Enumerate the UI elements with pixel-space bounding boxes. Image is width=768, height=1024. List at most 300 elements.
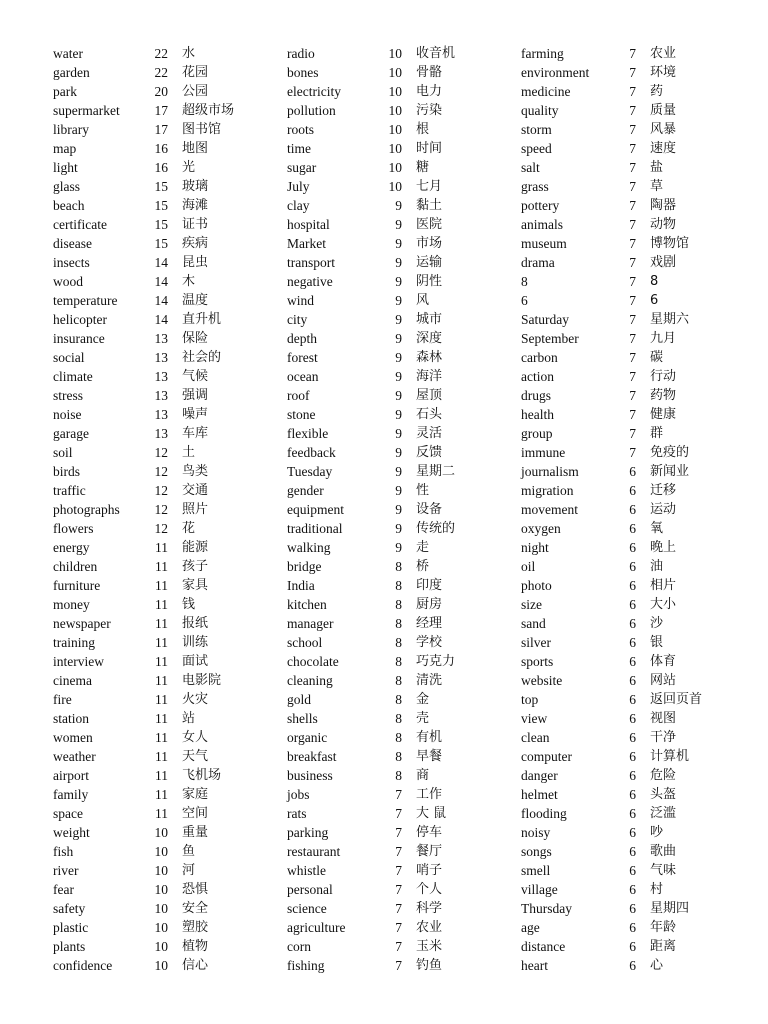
frequency-count: 7 — [629, 331, 636, 346]
english-word: family — [53, 787, 89, 802]
word-row — [287, 44, 522, 63]
word-row — [287, 291, 522, 310]
english-word: 8 — [521, 274, 528, 289]
word-row — [287, 671, 522, 690]
word-row — [521, 918, 756, 937]
frequency-count: 7 — [629, 350, 636, 365]
chinese-translation: 飞机场 — [182, 768, 222, 783]
frequency-count: 6 — [629, 958, 636, 973]
english-word: view — [521, 711, 548, 726]
word-row — [287, 519, 522, 538]
word-row — [521, 861, 756, 880]
english-word: medicine — [521, 84, 571, 99]
english-word: speed — [521, 141, 552, 156]
frequency-count: 11 — [155, 692, 168, 707]
frequency-count: 9 — [395, 426, 402, 441]
chinese-translation: 阴性 — [416, 274, 443, 289]
word-row — [287, 310, 522, 329]
chinese-translation: 行动 — [650, 369, 677, 384]
frequency-count: 9 — [395, 331, 402, 346]
chinese-translation: 土 — [182, 445, 196, 460]
chinese-translation: 大小 — [650, 597, 677, 612]
frequency-count: 11 — [155, 635, 168, 650]
word-row — [521, 405, 756, 424]
frequency-count: 11 — [155, 806, 168, 821]
chinese-translation: 歌曲 — [650, 844, 677, 859]
english-word: kitchen — [287, 597, 327, 612]
english-word: library — [53, 122, 89, 137]
english-word: noisy — [521, 825, 551, 840]
english-word: energy — [53, 540, 90, 555]
frequency-count: 6 — [629, 521, 636, 536]
word-row — [53, 766, 288, 785]
chinese-translation: 壳 — [416, 711, 430, 726]
english-word: Saturday — [521, 312, 569, 327]
frequency-count: 9 — [395, 521, 402, 536]
english-word: clean — [521, 730, 550, 745]
english-word: light — [53, 160, 78, 175]
frequency-count: 9 — [395, 293, 402, 308]
chinese-translation: 银 — [650, 635, 664, 650]
chinese-translation: 氧 — [650, 521, 664, 536]
english-word: science — [287, 901, 327, 916]
english-word: oil — [521, 559, 536, 574]
word-row — [53, 177, 288, 196]
frequency-count: 15 — [154, 179, 168, 194]
frequency-count: 8 — [395, 749, 402, 764]
frequency-count: 8 — [395, 597, 402, 612]
word-row — [287, 576, 522, 595]
english-word: computer — [521, 749, 572, 764]
english-word: negative — [287, 274, 333, 289]
chinese-translation: 森林 — [416, 350, 443, 365]
word-row — [53, 424, 288, 443]
chinese-translation: 社会的 — [182, 350, 222, 365]
word-row — [53, 443, 288, 462]
chinese-translation: 计算机 — [650, 749, 690, 764]
english-word: insects — [53, 255, 90, 270]
frequency-count: 7 — [395, 901, 402, 916]
chinese-translation: 气味 — [650, 863, 677, 878]
word-row — [521, 310, 756, 329]
frequency-count: 6 — [629, 616, 636, 631]
word-row — [521, 880, 756, 899]
chinese-translation: 免疫的 — [650, 445, 690, 460]
frequency-count: 11 — [155, 578, 168, 593]
chinese-translation: 新闻业 — [650, 464, 690, 479]
word-row — [53, 557, 288, 576]
frequency-count: 7 — [629, 84, 636, 99]
word-row — [521, 272, 756, 291]
chinese-translation: 工作 — [416, 787, 443, 802]
word-row — [53, 728, 288, 747]
english-word: group — [521, 426, 553, 441]
chinese-translation: 城市 — [416, 312, 443, 327]
word-row — [287, 462, 522, 481]
word-row — [287, 196, 522, 215]
chinese-translation: 家具 — [182, 578, 209, 593]
word-row — [287, 918, 522, 937]
chinese-translation: 环境 — [650, 65, 677, 80]
frequency-count: 16 — [154, 141, 168, 156]
frequency-count: 6 — [629, 464, 636, 479]
chinese-translation: 巧克力 — [416, 654, 456, 669]
chinese-translation: 公园 — [182, 84, 209, 99]
word-row — [521, 500, 756, 519]
chinese-translation: 速度 — [650, 141, 677, 156]
chinese-translation: 晚上 — [650, 540, 677, 555]
english-word: confidence — [53, 958, 113, 973]
frequency-count: 10 — [388, 84, 402, 99]
english-word: safety — [53, 901, 86, 916]
frequency-count: 11 — [155, 540, 168, 555]
english-word: drama — [521, 255, 555, 270]
chinese-translation: 保险 — [182, 331, 209, 346]
chinese-translation: 吵 — [650, 825, 664, 840]
frequency-count: 12 — [154, 445, 168, 460]
frequency-count: 8 — [395, 616, 402, 631]
chinese-translation: 返回页首 — [650, 692, 703, 707]
chinese-translation: 恐惧 — [182, 882, 209, 897]
english-word: garden — [53, 65, 90, 80]
word-row — [53, 500, 288, 519]
frequency-count: 10 — [154, 825, 168, 840]
english-word: plants — [53, 939, 86, 954]
word-row — [521, 139, 756, 158]
english-word: breakfast — [287, 749, 337, 764]
english-word: sports — [521, 654, 554, 669]
chinese-translation: 屋顶 — [416, 388, 443, 403]
frequency-count: 13 — [154, 331, 168, 346]
word-row — [53, 937, 288, 956]
frequency-count: 16 — [154, 160, 168, 175]
chinese-translation: 药 — [650, 84, 664, 99]
frequency-count: 8 — [395, 673, 402, 688]
chinese-translation: 根 — [416, 122, 430, 137]
chinese-translation: 村 — [650, 882, 664, 897]
english-word: business — [287, 768, 333, 783]
chinese-translation: 健康 — [650, 407, 677, 422]
chinese-translation: 距离 — [650, 939, 677, 954]
word-column-3 — [521, 44, 756, 975]
chinese-translation: 电力 — [416, 84, 443, 99]
frequency-count: 17 — [154, 103, 168, 118]
english-word: plastic — [53, 920, 89, 935]
word-row — [53, 63, 288, 82]
english-word: cleaning — [287, 673, 333, 688]
word-row — [53, 595, 288, 614]
chinese-translation: 大 鼠 — [416, 806, 447, 821]
word-row — [287, 842, 522, 861]
chinese-translation: 泛滥 — [650, 806, 677, 821]
frequency-count: 8 — [395, 559, 402, 574]
chinese-translation: 个人 — [416, 882, 443, 897]
frequency-count: 7 — [395, 939, 402, 954]
chinese-translation: 深度 — [416, 331, 443, 346]
word-row — [287, 709, 522, 728]
word-row — [287, 500, 522, 519]
word-row — [521, 329, 756, 348]
english-word: roots — [287, 122, 314, 137]
english-word: jobs — [287, 787, 310, 802]
english-word: women — [53, 730, 93, 745]
frequency-count: 7 — [395, 825, 402, 840]
english-word: time — [287, 141, 311, 156]
frequency-count: 6 — [629, 901, 636, 916]
english-word: pollution — [287, 103, 336, 118]
chinese-translation: 骨骼 — [416, 65, 443, 80]
english-word: birds — [53, 464, 80, 479]
word-row — [287, 329, 522, 348]
english-word: organic — [287, 730, 328, 745]
frequency-count: 15 — [154, 217, 168, 232]
word-row — [521, 82, 756, 101]
frequency-count: 8 — [395, 635, 402, 650]
chinese-translation: 直升机 — [182, 312, 222, 327]
english-word: whistle — [287, 863, 326, 878]
english-word: environment — [521, 65, 590, 80]
frequency-count: 9 — [395, 388, 402, 403]
chinese-translation: 海滩 — [182, 198, 209, 213]
chinese-translation: 运输 — [416, 255, 443, 270]
frequency-count: 7 — [629, 236, 636, 251]
word-row — [521, 481, 756, 500]
chinese-translation: 科学 — [416, 901, 443, 916]
word-row — [53, 291, 288, 310]
frequency-count: 6 — [629, 825, 636, 840]
frequency-count: 6 — [629, 749, 636, 764]
english-word: city — [287, 312, 308, 327]
chinese-translation: 花园 — [182, 65, 209, 80]
frequency-count: 8 — [395, 578, 402, 593]
chinese-translation: 电影院 — [182, 673, 222, 688]
english-word: furniture — [53, 578, 101, 593]
chinese-translation: 塑胶 — [182, 920, 209, 935]
english-word: climate — [53, 369, 93, 384]
chinese-translation: 风 — [416, 293, 430, 308]
chinese-translation: 药物 — [650, 388, 677, 403]
chinese-translation: 钓鱼 — [416, 958, 443, 973]
chinese-translation: 早餐 — [416, 749, 443, 764]
word-row — [287, 652, 522, 671]
frequency-count: 7 — [629, 46, 636, 61]
english-word: feedback — [287, 445, 336, 460]
frequency-count: 10 — [388, 46, 402, 61]
word-row — [521, 842, 756, 861]
chinese-translation: 停车 — [416, 825, 443, 840]
word-row — [287, 253, 522, 272]
english-word: map — [53, 141, 77, 156]
chinese-translation: 动物 — [650, 217, 677, 232]
chinese-translation: 天气 — [182, 749, 209, 764]
word-row — [287, 538, 522, 557]
frequency-count: 10 — [388, 141, 402, 156]
word-row — [287, 215, 522, 234]
chinese-translation: 迁移 — [650, 483, 677, 498]
word-row — [53, 633, 288, 652]
chinese-translation: 女人 — [182, 730, 209, 745]
english-word: action — [521, 369, 554, 384]
word-row — [287, 728, 522, 747]
english-word: July — [287, 179, 310, 194]
frequency-count: 6 — [629, 730, 636, 745]
frequency-count: 9 — [395, 217, 402, 232]
frequency-count: 11 — [155, 749, 168, 764]
frequency-count: 10 — [388, 122, 402, 137]
word-row — [521, 196, 756, 215]
english-word: journalism — [521, 464, 579, 479]
english-word: health — [521, 407, 554, 422]
word-row — [53, 861, 288, 880]
chinese-translation: 厨房 — [416, 597, 443, 612]
english-word: photographs — [53, 502, 120, 517]
word-row — [53, 120, 288, 139]
word-row — [53, 481, 288, 500]
english-word: certificate — [53, 217, 107, 232]
frequency-count: 6 — [629, 635, 636, 650]
english-word: Tuesday — [287, 464, 333, 479]
word-row — [287, 82, 522, 101]
chinese-translation: 光 — [182, 160, 196, 175]
english-word: movement — [521, 502, 578, 517]
english-word: insurance — [53, 331, 105, 346]
english-word: fishing — [287, 958, 325, 973]
english-word: farming — [521, 46, 564, 61]
chinese-translation: 桥 — [416, 559, 430, 574]
english-word: helmet — [521, 787, 558, 802]
word-row — [53, 690, 288, 709]
chinese-translation: 风暴 — [650, 122, 677, 137]
frequency-count: 7 — [629, 65, 636, 80]
frequency-count: 8 — [395, 768, 402, 783]
english-word: walking — [287, 540, 331, 555]
chinese-translation: 沙 — [650, 616, 664, 631]
word-row — [287, 880, 522, 899]
frequency-count: 9 — [395, 350, 402, 365]
word-row — [287, 424, 522, 443]
english-word: Thursday — [521, 901, 572, 916]
word-row — [287, 557, 522, 576]
english-word: photo — [521, 578, 552, 593]
english-word: river — [53, 863, 79, 878]
word-row — [521, 823, 756, 842]
chinese-translation: 陶器 — [650, 198, 677, 213]
chinese-translation: 星期二 — [416, 464, 456, 479]
frequency-count: 6 — [629, 540, 636, 555]
word-row — [521, 709, 756, 728]
chinese-translation: 盐 — [650, 160, 664, 175]
word-row — [287, 956, 522, 975]
english-word: bones — [287, 65, 319, 80]
frequency-count: 6 — [629, 654, 636, 669]
chinese-translation: 时间 — [416, 141, 443, 156]
frequency-count: 7 — [629, 388, 636, 403]
word-row — [521, 538, 756, 557]
chinese-translation: 糖 — [416, 160, 430, 175]
english-word: transport — [287, 255, 335, 270]
frequency-count: 8 — [395, 692, 402, 707]
english-word: pottery — [521, 198, 560, 213]
english-word: wood — [53, 274, 83, 289]
english-word: depth — [287, 331, 317, 346]
chinese-translation: 印度 — [416, 578, 443, 593]
word-row — [287, 747, 522, 766]
english-word: night — [521, 540, 549, 555]
frequency-count: 10 — [154, 863, 168, 878]
word-row — [521, 234, 756, 253]
frequency-count: 7 — [629, 122, 636, 137]
word-row — [521, 44, 756, 63]
chinese-translation: 植物 — [182, 939, 209, 954]
english-word: fish — [53, 844, 74, 859]
frequency-count: 9 — [395, 312, 402, 327]
english-word: website — [521, 673, 563, 688]
english-word: 6 — [521, 293, 528, 308]
chinese-translation: 污染 — [416, 103, 443, 118]
frequency-count: 7 — [629, 255, 636, 270]
chinese-translation: 图书馆 — [182, 122, 222, 137]
frequency-count: 7 — [629, 141, 636, 156]
chinese-translation: 性 — [416, 483, 430, 498]
english-word: social — [53, 350, 85, 365]
english-word: traditional — [287, 521, 343, 536]
frequency-count: 6 — [629, 806, 636, 821]
chinese-translation: 走 — [416, 540, 430, 555]
english-word: radio — [287, 46, 315, 61]
word-row — [521, 576, 756, 595]
frequency-count: 6 — [629, 597, 636, 612]
word-row — [53, 101, 288, 120]
frequency-count: 11 — [155, 711, 168, 726]
word-row — [521, 443, 756, 462]
chinese-translation: 灵活 — [416, 426, 443, 441]
frequency-count: 11 — [155, 730, 168, 745]
chinese-translation: 质量 — [650, 103, 677, 118]
word-row — [521, 956, 756, 975]
frequency-count: 13 — [154, 388, 168, 403]
chinese-translation: 火灾 — [182, 692, 209, 707]
word-row — [521, 348, 756, 367]
word-row — [521, 652, 756, 671]
frequency-count: 11 — [155, 768, 168, 783]
chinese-translation: 黏土 — [416, 198, 443, 213]
chinese-translation: 七月 — [416, 179, 443, 194]
english-word: hospital — [287, 217, 330, 232]
word-row — [53, 234, 288, 253]
chinese-translation: 市场 — [416, 236, 443, 251]
word-row — [53, 899, 288, 918]
frequency-count: 6 — [629, 559, 636, 574]
chinese-translation: 8 — [650, 274, 659, 289]
word-row — [287, 443, 522, 462]
english-word: interview — [53, 654, 104, 669]
english-word: soil — [53, 445, 73, 460]
english-word: parking — [287, 825, 329, 840]
chinese-translation: 干净 — [650, 730, 677, 745]
english-word: oxygen — [521, 521, 561, 536]
english-word: helicopter — [53, 312, 107, 327]
english-word: corn — [287, 939, 311, 954]
chinese-translation: 重量 — [182, 825, 209, 840]
frequency-count: 7 — [629, 179, 636, 194]
frequency-count: 6 — [629, 882, 636, 897]
english-word: songs — [521, 844, 552, 859]
chinese-translation: 传统的 — [416, 521, 456, 536]
frequency-count: 10 — [388, 103, 402, 118]
frequency-count: 9 — [395, 274, 402, 289]
word-row — [521, 671, 756, 690]
frequency-count: 10 — [154, 939, 168, 954]
